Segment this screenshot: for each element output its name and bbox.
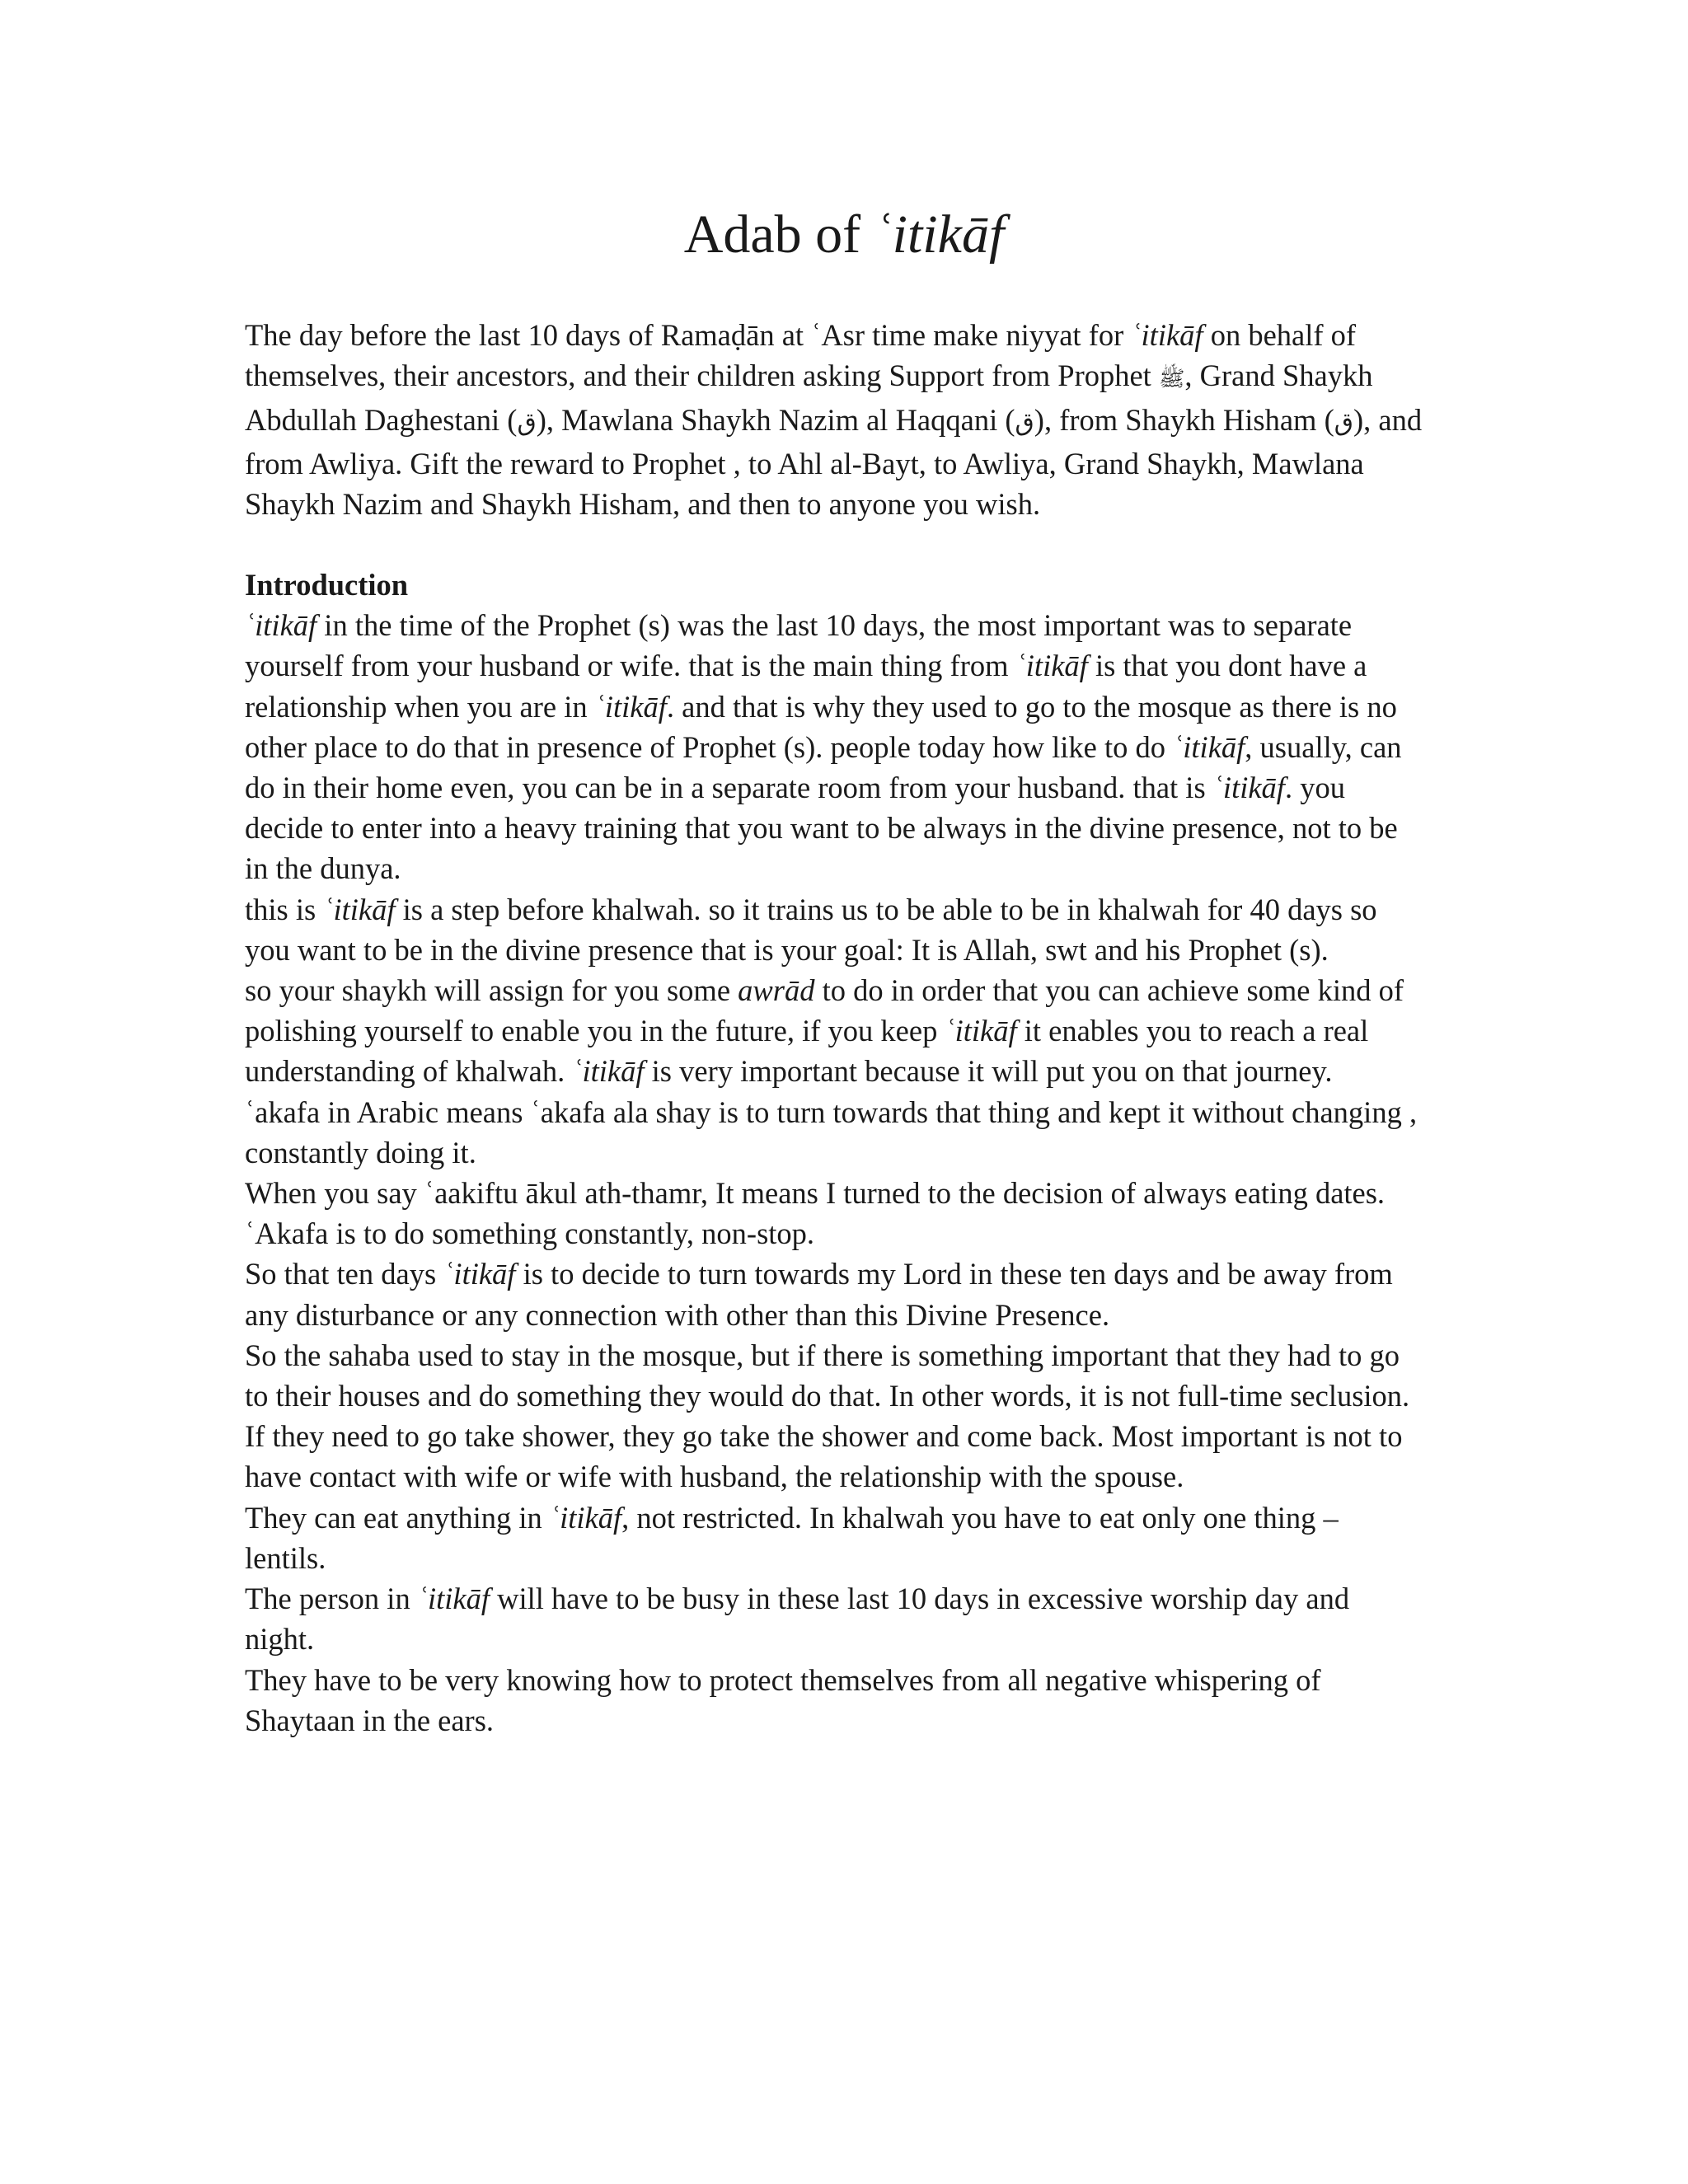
text-span: it enables you to reach a real understanding of khalwah. (245, 1014, 1369, 1089)
term-awrad: awrād (738, 973, 815, 1008)
text-span: is to decide to turn towards my Lord in these ten days and be away from any disturbance or any connection with other than this Divine Presence. (245, 1257, 1393, 1332)
title-term: ʿitikāf (874, 204, 1005, 265)
paragraph: If they need to go take shower, they go take the shower and come back. Most important is not to have contact with wife or wife with husband, the relationship with the spouse. (245, 1419, 1403, 1494)
document-body (245, 315, 1423, 1741)
text-span: , Grand Shaykh Abdullah Daghestani ( (245, 359, 1373, 438)
text-span: . and that is why they used to go to the mosque as there is no other place to do that in presence of Prophet (s). people today how like to do (245, 689, 1397, 764)
text-span: , not restricted. In khalwah you have to eat only one thing – lentils. (245, 1500, 1339, 1575)
text-span: is that you dont have a relationship when you are in (245, 649, 1367, 724)
text-span: The day before the last 10 days of Ramaḍān at ʿAsr time make niyyat for (245, 318, 1132, 352)
term-itikaf: ʿitikāf (1212, 771, 1285, 805)
text-span: in the time of the Prophet (s) was the last 10 days, the most important was to separate yourself from your husband or wife. that is the main thing from (245, 608, 1353, 683)
text-span: so your shaykh will assign for you some (245, 973, 738, 1008)
text-span: this is (245, 892, 324, 926)
term-itikaf: ʿitikāf (417, 1582, 490, 1616)
section-heading: Introduction (245, 568, 409, 602)
salawat-symbol: ﷺ (1158, 367, 1185, 392)
term-itikaf: ʿitikāf (1173, 729, 1245, 764)
text-span: on behalf of themselves, their ancestors, and their children asking Support from Prophet (245, 318, 1357, 393)
paragraph (245, 1254, 1423, 1334)
text-span: , usually, can do in their home even, you can be in a separate room from your husband. that is (245, 729, 1402, 805)
text-span: is very important because it will put you on that journey. (644, 1054, 1333, 1089)
term-itikaf: ʿitikāf (572, 1054, 645, 1089)
text-span: to do in order that you can achieve some kind of polishing yourself to enable you in the future, if you keep (245, 973, 1404, 1048)
text-span: . you decide to enter into a heavy training that you want to be always in the divine presence, not to be in the dunya. (245, 771, 1398, 886)
text-span: So that ten days (245, 1257, 444, 1291)
honorific-symbol: ق (517, 408, 537, 438)
paragraph (245, 970, 1423, 1092)
opening-paragraph (245, 315, 1423, 524)
term-itikaf: ʿitikāf (443, 1257, 516, 1291)
term-itikaf: ʿitikāf (245, 608, 317, 643)
paragraph: So the sahaba used to stay in the mosque, but if there is something important that they had to go to their houses and do something they would do that. In other words, it is not full-time seclusion. (245, 1338, 1410, 1413)
text-span: The person in (245, 1582, 418, 1616)
paragraph: When you say ʿaakiftu ākul ath-thamr, It means I turned to the decision of always eating dates. ʿAkafa is to do something constantly, non-stop. (245, 1176, 1386, 1251)
paragraph: ʿakafa in Arabic means ʿakafa ala shay is to turn towards that thing and kept it without changing , constantly doing it. (245, 1094, 1418, 1169)
term-itikaf: ʿitikāf (1131, 318, 1203, 352)
text-span: ), from Shaykh Hisham ( (1034, 403, 1334, 438)
term-itikaf: ʿitikāf (323, 892, 396, 926)
paragraph (245, 889, 1423, 970)
text-span: will have to be busy in these last 10 days in excessive worship day and night. (245, 1582, 1350, 1657)
term-itikaf: ʿitikāf (1015, 649, 1088, 683)
term-itikaf: ʿitikāf (945, 1014, 1017, 1048)
term-itikaf: ʿitikāf (594, 689, 667, 724)
paragraph: They have to be very knowing how to protect themselves from all negative whispering of Shaytaan in the ears. (245, 1662, 1321, 1737)
page-title (0, 202, 1688, 268)
paragraph (245, 1497, 1423, 1578)
text-span: ), and from Awliya. Gift the reward to Prophet , to Ahl al-Bayt, to Awliya, Grand Shaykh, Mawlana Shaykh Nazim and Shaykh Hisham, and then to anyone you wish. (245, 403, 1423, 521)
term-itikaf: ʿitikāf (549, 1500, 622, 1535)
paragraph (245, 605, 1423, 888)
text-span: They can eat anything in (245, 1500, 550, 1535)
paragraph (245, 1578, 1423, 1659)
text-span: ), Mawlana Shaykh Nazim al Haqqani ( (536, 403, 1015, 438)
title-prefix: Adab of (683, 204, 874, 265)
honorific-symbol: ق (1015, 408, 1034, 438)
honorific-symbol: ق (1334, 408, 1354, 438)
text-span: is a step before khalwah. so it trains us to be able to be in khalwah for 40 days so you want to be in the divine presence that is your goal: It is Allah, swt and his Prophet (s). (245, 892, 1377, 967)
